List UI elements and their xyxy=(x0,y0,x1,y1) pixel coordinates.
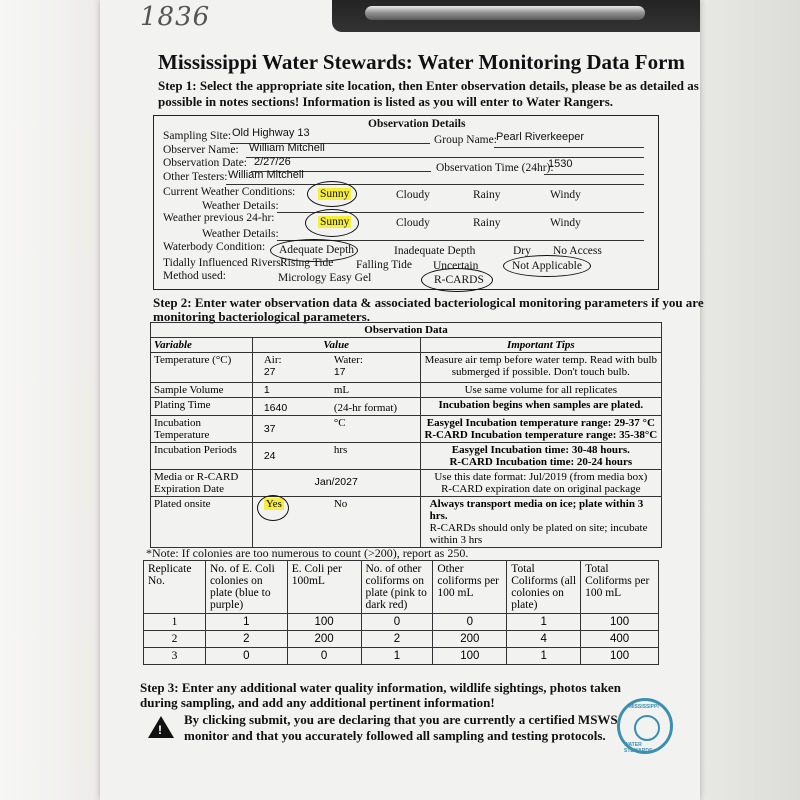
plated-onsite-no[interactable]: No xyxy=(333,498,348,510)
incubation-temp-label-2: Temperature xyxy=(154,429,210,441)
handwritten-number: 1836 xyxy=(140,2,211,32)
incubation-periods-label: Incubation Periods xyxy=(151,443,253,470)
tidal-selection-circle xyxy=(503,255,591,277)
step3-line1: Step 3: Enter any additional water quality information, wildlife sightings, photos taken xyxy=(140,680,621,695)
step2-line1: Step 2: Enter water observation data & associated bacteriological monitoring parameters if you are xyxy=(153,295,704,310)
prev-weather-label: Weather previous 24-hr: xyxy=(163,212,275,224)
cell-value[interactable]: 200 xyxy=(433,631,507,648)
plating-time-label: Plating Time xyxy=(151,398,253,416)
sampling-site-label: Sampling Site: xyxy=(163,130,232,142)
disclaimer-line2: monitor and that you accurately followed all sampling and testing protocols. xyxy=(184,728,606,743)
media-expiration-label-2: Expiration Date xyxy=(154,483,224,495)
prev-weather-rainy[interactable]: Rainy xyxy=(473,217,501,229)
current-weather-details-label: Weather Details: xyxy=(202,200,279,212)
current-weather-windy[interactable]: Windy xyxy=(550,189,581,201)
incubation-periods-tip-2: R-CARD Incubation time: 20-24 hours xyxy=(449,456,633,468)
incubation-temp-label-1: Incubation xyxy=(154,417,202,429)
table-row xyxy=(144,648,659,665)
incubation-periods-unit: hrs xyxy=(333,444,348,456)
logo-text-bottom: WATER STEWARDS xyxy=(624,742,653,754)
replicate-no: 3 xyxy=(144,648,206,665)
method-easygel[interactable]: Micrology Easy Gel xyxy=(278,272,372,284)
replicate-header-row xyxy=(144,561,659,614)
step3-line2: during sampling, and add any additional pertinent information! xyxy=(140,695,495,710)
waterbody-no-access[interactable]: No Access xyxy=(553,245,602,257)
step2-line2: monitoring bacteriological parameters. xyxy=(153,309,370,324)
observation-time-field[interactable]: 1530 xyxy=(548,158,573,170)
cell-value[interactable]: 100 xyxy=(581,648,659,665)
water-drop-icon xyxy=(634,715,660,741)
current-weather-selection-circle xyxy=(307,181,357,207)
header-other-coliforms-per-100ml: Other coliforms per 100 mL xyxy=(433,561,507,614)
plating-time-tip: Incubation begins when samples are plated. xyxy=(420,398,661,416)
method-selection-circle xyxy=(421,268,493,292)
disclaimer-line1: By clicking submit, you are declaring that you are currently a certified MSWS xyxy=(184,712,618,727)
waterbody-dry[interactable]: Dry xyxy=(513,245,531,257)
sample-volume-label: Sample Volume xyxy=(151,383,253,398)
tidal-label: Tidally Influenced Rivers: xyxy=(163,257,284,269)
cell-value[interactable]: 200 xyxy=(287,631,361,648)
incubation-periods-tip-1: Easygel Incubation time: 30-48 hours. xyxy=(451,444,630,456)
media-expiration-tip-1: Use this date format: Jul/2019 (from media box) xyxy=(434,471,648,483)
header-ecoli-per-100ml: E. Coli per 100mL xyxy=(287,561,361,614)
observer-name-field[interactable]: William Mitchell xyxy=(249,142,325,154)
waterbody-adequate[interactable]: Adequate Depth xyxy=(279,244,355,256)
observation-data-table xyxy=(150,322,662,548)
prev-weather-sunny[interactable]: Sunny xyxy=(320,216,350,228)
incubation-temp-field[interactable]: 37 xyxy=(263,423,276,435)
waterbody-label: Waterbody Condition: xyxy=(163,241,266,253)
plating-time-unit: (24-hr format) xyxy=(333,402,398,414)
cell-value[interactable]: 1 xyxy=(361,648,433,665)
plated-onsite-tip-bold: Always transport media on ice; plate within 3 hrs. xyxy=(429,498,644,522)
plated-onsite-label: Plated onsite xyxy=(151,497,253,548)
water-label: Water: xyxy=(333,354,363,366)
sample-volume-unit: mL xyxy=(333,384,350,396)
cell-value[interactable]: 0 xyxy=(433,614,507,631)
method-label: Method used: xyxy=(163,270,226,282)
water-temp-field[interactable]: 17 xyxy=(333,366,346,378)
incubation-temp-unit: °C xyxy=(333,417,346,429)
incubation-temp-tip-2: R-CARD Incubation temperature range: 35-38°C xyxy=(424,429,658,441)
observation-date-label: Observation Date: xyxy=(163,157,247,169)
cell-value[interactable]: 1 xyxy=(507,614,581,631)
air-temp-field[interactable]: 27 xyxy=(263,366,276,378)
tidal-not-applicable[interactable]: Not Applicable xyxy=(512,260,582,272)
clipboard-clip-bar xyxy=(365,6,645,20)
sample-volume-tip: Use same volume for all replicates xyxy=(420,383,661,398)
waterbody-inadequate[interactable]: Inadequate Depth xyxy=(394,245,476,257)
air-label: Air: xyxy=(263,354,282,366)
table-row xyxy=(144,631,659,648)
plated-onsite-yes[interactable]: Yes xyxy=(265,498,282,510)
temperature-label: Temperature (°C) xyxy=(151,353,253,383)
cell-value[interactable]: 400 xyxy=(581,631,659,648)
cell-value[interactable]: 4 xyxy=(507,631,581,648)
header-other-coliforms-colonies: No. of other coliforms on plate (pink to dark red) xyxy=(361,561,433,614)
other-testers-label: Other Testers: xyxy=(163,171,228,183)
cell-value[interactable]: 100 xyxy=(287,614,361,631)
plated-onsite-tip: R-CARDs should only be plated on site; incubate within 3 hrs xyxy=(429,522,648,546)
replicate-no: 2 xyxy=(144,631,206,648)
temperature-value xyxy=(252,353,420,383)
cell-value[interactable]: 0 xyxy=(287,648,361,665)
mississippi-water-stewards-logo xyxy=(617,698,673,754)
plated-onsite-selection-circle xyxy=(257,495,289,521)
header-total-coliforms: Total Coliforms (all colonies on plate) xyxy=(507,561,581,614)
col-variable: Variable xyxy=(151,338,253,353)
prev-weather-cloudy[interactable]: Cloudy xyxy=(396,217,430,229)
cell-value[interactable]: 0 xyxy=(361,614,433,631)
cell-value[interactable]: 2 xyxy=(361,631,433,648)
sample-volume-field[interactable]: 1 xyxy=(263,384,270,396)
current-weather-rainy[interactable]: Rainy xyxy=(473,189,501,201)
replicate-table xyxy=(143,560,659,665)
step1-line1: Step 1: Select the appropriate site location, then Enter observation details, please be as detailed as xyxy=(158,78,699,93)
step1-line2: possible in notes sections! Information is listed as you will enter to Water Rangers. xyxy=(158,94,614,109)
cell-value[interactable]: 2 xyxy=(205,631,287,648)
cell-value[interactable]: 100 xyxy=(433,648,507,665)
prev-weather-selection-circle xyxy=(305,209,359,237)
table-row xyxy=(144,614,659,631)
plating-time-field[interactable]: 1640 xyxy=(263,402,288,414)
observation-data-heading: Observation Data xyxy=(151,323,662,338)
header-replicate-no: Replicate No. xyxy=(144,561,206,614)
media-expiration-tip-2: R-CARD expiration date on original package xyxy=(441,483,641,495)
group-name-label: Group Name: xyxy=(434,134,497,146)
header-ecoli-colonies: No. of E. Coli colonies on plate (blue to purple) xyxy=(205,561,287,614)
desk-left xyxy=(0,0,110,800)
observation-details-heading: Observation Details xyxy=(368,118,466,130)
replicate-no: 1 xyxy=(144,614,206,631)
tidal-uncertain[interactable]: Uncertain xyxy=(433,260,479,272)
other-testers-field[interactable]: William Mitchell xyxy=(228,169,304,181)
warning-exclamation: ! xyxy=(158,723,162,737)
observation-time-label: Observation Time (24hr): xyxy=(436,162,554,174)
cell-value[interactable]: 1 xyxy=(507,648,581,665)
cell-value[interactable]: 0 xyxy=(205,648,287,665)
current-weather-cloudy[interactable]: Cloudy xyxy=(396,189,430,201)
logo-text-top: MISSISSIPPI xyxy=(629,704,659,710)
method-rcards[interactable]: R-CARDS xyxy=(434,274,484,286)
tidal-falling[interactable]: Falling Tide xyxy=(356,259,412,271)
col-value: Value xyxy=(252,338,420,353)
tidal-rising[interactable]: Rising Tide xyxy=(280,257,334,269)
sampling-site-field[interactable]: Old Highway 13 xyxy=(232,127,310,139)
desk-right xyxy=(690,0,800,800)
temperature-tip: Measure air temp before water temp. Read with bulb submerged if possible. Don't touch bulb. xyxy=(420,353,661,383)
header-total-coliforms-per-100ml: Total Coliforms per 100 mL xyxy=(581,561,659,614)
media-expiration-field[interactable]: Jan/2027 xyxy=(314,476,358,488)
current-weather-sunny[interactable]: Sunny xyxy=(320,188,350,200)
cell-value[interactable]: 100 xyxy=(581,614,659,631)
incubation-temp-tip-1: Easygel Incubation temperature range: 29-37 °C xyxy=(426,417,655,429)
media-expiration-label-1: Media or R-CARD xyxy=(154,471,239,483)
prev-weather-windy[interactable]: Windy xyxy=(550,217,581,229)
prev-weather-details-label: Weather Details: xyxy=(202,228,279,240)
incubation-periods-field[interactable]: 24 xyxy=(263,450,276,462)
cell-value[interactable]: 1 xyxy=(205,614,287,631)
observation-date-field[interactable]: 2/27/26 xyxy=(254,156,291,168)
observer-name-label: Observer Name: xyxy=(163,144,239,156)
current-weather-label: Current Weather Conditions: xyxy=(163,186,296,198)
col-tips: Important Tips xyxy=(420,338,661,353)
form-title: Mississippi Water Stewards: Water Monitoring Data Form xyxy=(158,50,685,74)
group-name-field[interactable]: Pearl Riverkeeper xyxy=(496,131,585,143)
colony-count-note: *Note: If colonies are too numerous to count (>200), report as 250. xyxy=(146,546,469,560)
